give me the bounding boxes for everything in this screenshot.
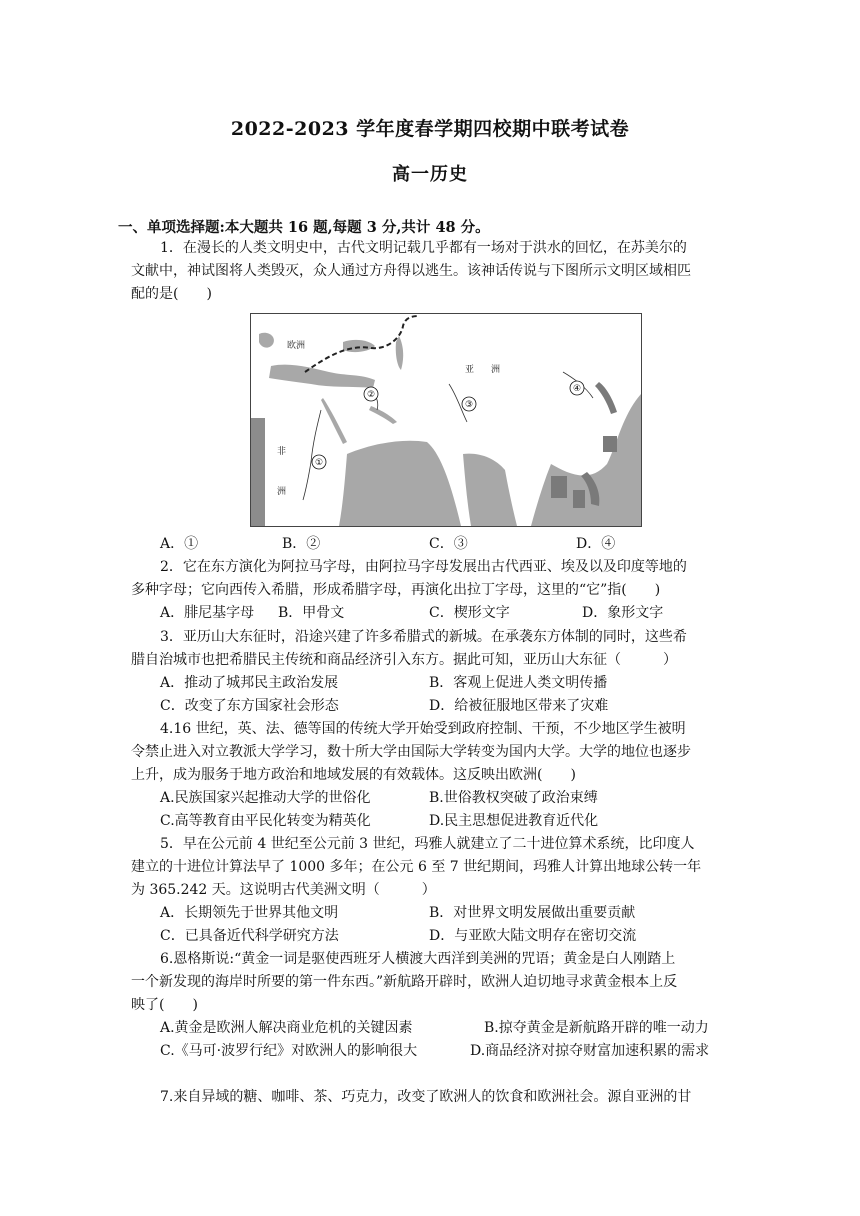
option-c: C．③ xyxy=(429,536,468,552)
map-marker-1: ① xyxy=(315,458,324,468)
option-d: D．给被征服地区带来了灾难 xyxy=(429,698,609,714)
map-label-asia-1: 亚 xyxy=(465,365,475,375)
question-text-line: 4.16 世纪，英、法、德等国的传统大学开始受到政府控制、干预，不少地区学生被明 xyxy=(160,721,686,737)
question-text-line: 上升，成为服务于地方政治和地域发展的有效载体。这反映出欧洲( ) xyxy=(131,767,576,783)
question-text-line: 为 365.242 天。这说明古代美洲文明（ ） xyxy=(131,882,436,898)
option-a: A．长期领先于世界其他文明 xyxy=(160,905,339,921)
option-d: D.民主思想促进教育近代化 xyxy=(429,813,599,829)
map-label-africa-1: 非 xyxy=(277,447,287,457)
option-b: B．对世界文明发展做出重要贡献 xyxy=(429,905,636,921)
question-text-line: 文献中，神试图将人类毁灭，众人通过方舟得以逃生。该神话传说与下图所示文明区域相匹 xyxy=(131,263,691,279)
question-text-line: 1．在漫长的人类文明史中，古代文明记载几乎都有一场对于洪水的回忆，在苏美尔的 xyxy=(160,240,687,256)
option-c: C.高等教育由平民化转变为精英化 xyxy=(160,813,371,829)
option-a: A.民族国家兴起推动大学的世俗化 xyxy=(160,790,371,806)
question-text-line: 5．早在公元前 4 世纪至公元前 3 世纪，玛雅人就建立了二十进位算术系统，比印度人 xyxy=(160,836,695,852)
option-c: C.《马可·波罗行纪》对欧洲人的影响很大 xyxy=(160,1043,418,1059)
question-text-line: 配的是( ) xyxy=(131,286,212,302)
option-a: A．推动了城邦民主政治发展 xyxy=(160,675,339,691)
option-d: D．与亚欧大陆文明存在密切交流 xyxy=(429,928,637,944)
map-label-asia-2: 洲 xyxy=(491,365,501,375)
question-text-line: 2．它在东方演化为阿拉马字母，由阿拉马字母发展出古代西亚、埃及以及印度等地的 xyxy=(160,559,687,575)
option-b: B．甲骨文 xyxy=(278,605,345,621)
option-c: C．改变了东方国家社会形态 xyxy=(160,698,339,714)
question-text-line: 映了( ) xyxy=(131,997,198,1013)
question-text-line: 7.来自异域的糖、咖啡、茶、巧克力，改变了欧洲人的饮食和欧洲社会。源自亚洲的甘 xyxy=(160,1089,692,1105)
option-b: B.世俗教权突破了政治束缚 xyxy=(429,790,598,806)
option-d: D.商品经济对掠夺财富加速积累的需求 xyxy=(470,1043,710,1059)
option-b: B．② xyxy=(282,536,321,552)
map-marker-4: ④ xyxy=(573,384,582,394)
exam-title: 2022-2023 学年度春学期四校期中联考试卷 xyxy=(230,118,630,140)
option-c: C．已具备近代科学研究方法 xyxy=(160,928,339,944)
option-a: A．腓尼基字母 xyxy=(160,605,255,621)
world-map-figure xyxy=(250,313,642,527)
map-label-europe: 欧洲 xyxy=(287,341,306,351)
section-heading: 一、单项选择题:本大题共 16 题,每题 3 分,共计 48 分。 xyxy=(118,219,490,236)
option-c: C．楔形文字 xyxy=(429,605,510,621)
option-d: D．④ xyxy=(576,536,616,552)
map-label-africa-2: 洲 xyxy=(277,487,287,497)
option-b: B．客观上促进人类文明传播 xyxy=(429,675,608,691)
option-d: D．象形文字 xyxy=(582,605,664,621)
question-text-line: 多种字母；它向西传入希腊，形成希腊字母，再演化出拉丁字母，这里的“它”指( ) xyxy=(131,582,661,598)
question-text-line: 6.恩格斯说:“黄金一词是驱使西班牙人横渡大西洋到美洲的咒语；黄金是白人刚踏上 xyxy=(160,951,676,967)
question-text-line: 3．亚历山大东征时，沿途兴建了许多希腊式的新城。在承袭东方体制的同时，这些希 xyxy=(160,629,687,645)
question-text-line: 令禁止进入对立教派大学学习，数十所大学由国际大学转变为国内大学。大学的地位也逐步 xyxy=(131,744,691,760)
map-marker-2: ② xyxy=(367,390,376,400)
option-b: B.掠夺黄金是新航路开辟的唯一动力 xyxy=(484,1020,709,1036)
question-text-line: 建立的十进位计算法早了 1000 多年；在公元 6 至 7 世纪期间，玛雅人计算出地球公转一年 xyxy=(131,859,702,875)
exam-subtitle: 高一历史 xyxy=(392,164,468,185)
map-drawing xyxy=(251,314,641,526)
question-text-line: 一个新发现的海岸时所要的第一件东西。”新航路开辟时，欧洲人迫切地寻求黄金根本上反 xyxy=(131,974,678,990)
option-a: A．① xyxy=(160,536,199,552)
option-a: A.黄金是欧洲人解决商业危机的关键因素 xyxy=(160,1020,413,1036)
map-marker-3: ③ xyxy=(465,400,474,410)
question-text-line: 腊自治城市也把希腊民主传统和商品经济引入东方。据此可知，亚历山大东征（ ） xyxy=(131,652,677,668)
